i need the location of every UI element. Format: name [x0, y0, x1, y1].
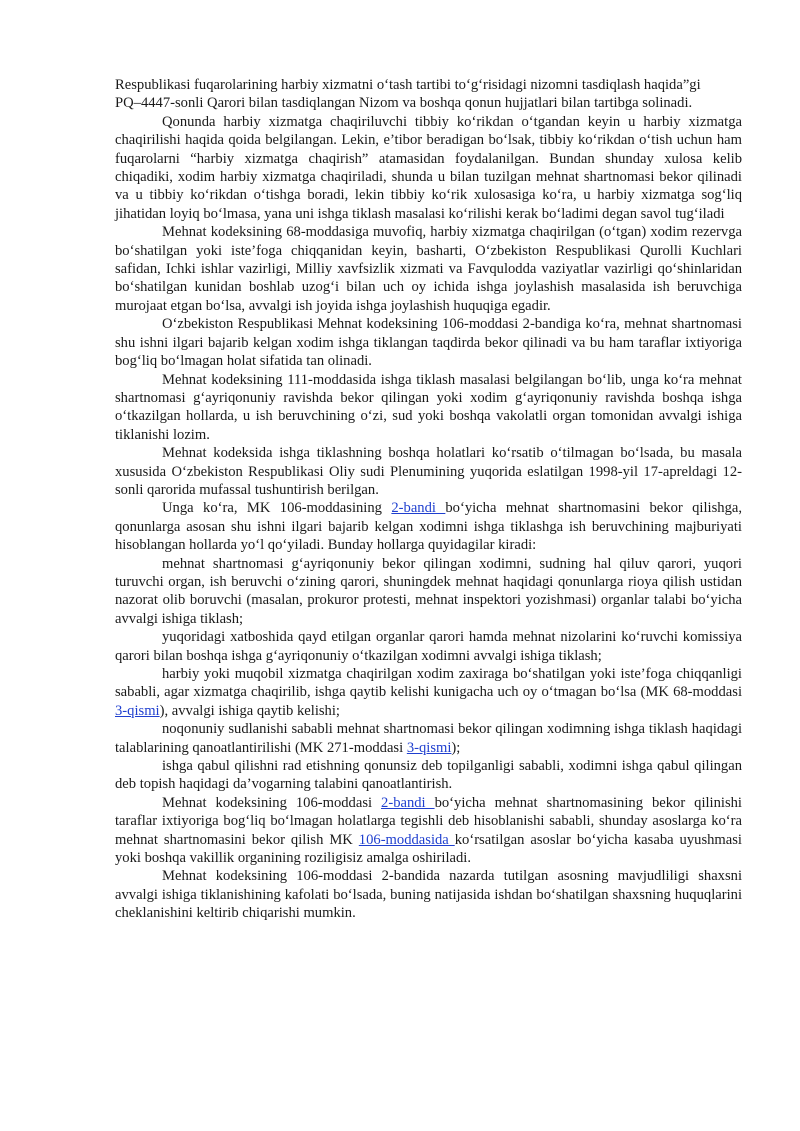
paragraph	[115, 371, 742, 445]
paragraph	[115, 628, 742, 665]
paragraph	[115, 499, 742, 554]
paragraph-text: ko‘rsatilgan asoslar bo‘yicha kasaba uyushmasi yoki boshqa vakillik organining roziligisiz amalga oshiriladi.	[115, 831, 742, 867]
paragraph	[115, 76, 742, 94]
document-body	[115, 76, 742, 923]
law-reference-link[interactable]: 3-qismi	[406, 739, 452, 756]
paragraph	[115, 113, 742, 223]
paragraph-text: bo‘yicha mehnat shartnomasini bekor qilishga, qonunlarga asosan shu ishni ilgari bajarib kelgan xodimni ishga tiklashga ish beruvchining majburiyati hisoblangan hollarda yo‘l qo‘yiladi. Bunday hollarga quyidagilar kiradi:	[115, 500, 742, 554]
paragraph	[115, 665, 742, 720]
paragraph-text: Mehnat kodeksining 106-moddasi 2-bandida nazarda tutilgan asosning mavjudliligi shaxsni avvalgi ishiga tiklanishining kafolati bo‘lsada, buning natijasida ishdan bo‘shatilgan shaxsning huquqlarini cheklanishini keltirib chiqarishi mumkin.	[115, 868, 742, 922]
paragraph-text: Mehnat kodeksida ishga tiklashning boshqa holatlari ko‘rsatib o‘tilmagan bo‘lsada, bu masala xususida O‘zbekiston Respublikasi Oliy sudi Plenumining yuqorida eslatilgan 1998-yil 17-apreldagi 12-sonli qarorida mufassal tushuntirish berilgan.	[115, 445, 742, 498]
paragraph-text: Mehnat kodeksining 106-moddasi	[162, 794, 382, 811]
law-reference-link[interactable]: 2-bandi	[381, 794, 435, 811]
paragraph-text: ishga qabul qilishni rad etishning qonunsiz deb topilganligi sababli, xodimni ishga qabul qilingan deb topish haqidagi da’vogarning talabini qanoatlantirish.	[115, 758, 742, 793]
paragraph-text: harbiy yoki muqobil xizmatga chaqirilgan xodim zaxiraga bo‘shatilgan yoki iste’foga chiqqanligi sababli, agar xizmatga chaqirilib, ishga qaytib kelishi kunigacha uch oy o‘tmagan bo‘lsa (MK 68-moddasi	[115, 666, 742, 701]
paragraph-text: );	[451, 739, 461, 756]
paragraph-text: noqonuniy sudlanishi sababli mehnat shartnomasi bekor qilingan xodimning ishga tiklash haqidagi talablarining qanoatlantirilishi (MK 271-moddasi	[115, 721, 742, 756]
paragraph	[115, 444, 742, 499]
paragraph	[115, 720, 742, 757]
paragraph-text: O‘zbekiston Respublikasi Mehnat kodeksining 106-moddasi 2-bandiga ko‘ra, mehnat shartnomasi shu ishni ilgari bajarib kelgan xodim ishga tiklangan taqdirda bekor qilinadi va bu ham taraflar ixtiyoriga bog‘liq bo‘lmagan holat sifatida tan olinadi.	[115, 316, 742, 370]
paragraph	[115, 223, 742, 315]
paragraph-text: ), avvalgi ishiga qaytib kelishi;	[159, 702, 340, 719]
paragraph-text: Respublikasi fuqarolarining harbiy xizmatni o‘tash tartibi to‘g‘risidagi nizomni tasdiqlash haqida”gi	[115, 77, 701, 93]
paragraph-text: PQ–4447-sonli Qarori bilan tasdiqlangan Nizom va boshqa qonun hujjatlari bilan tartibga solinadi.	[115, 95, 693, 112]
law-reference-link[interactable]: 106-moddasida	[358, 831, 455, 848]
paragraph-text: Unga ko‘ra, MK 106-moddasining	[162, 500, 392, 517]
paragraph-text: Mehnat kodeksining 111-moddasida ishga tiklash masalasi belgilangan bo‘lib, unga ko‘ra mehnat shartnomasi g‘ayriqonuniy ravishda bekor qilingan yoki xodim g‘ayriqonuniy ravishda boshqa ishga o‘tkazilgan hollarda, u ish beruvchining o‘zi, sud yoki boshqa vakolatli organ tomonidan avvalgi ishiga tiklanishi lozim.	[115, 371, 742, 443]
paragraph	[115, 315, 742, 370]
paragraph-text: yuqoridagi xatboshida qayd etilgan organlar qarori hamda mehnat nizolarini ko‘ruvchi komissiya qarori bilan boshqa ishga g‘ayriqonuniy o‘tkazilgan xodimni avvalgi ishiga tiklash;	[115, 629, 742, 664]
paragraph	[115, 555, 742, 629]
law-reference-link[interactable]: 3-qismi	[115, 702, 160, 719]
paragraph-text: mehnat shartnomasi g‘ayriqonuniy bekor qilingan xodimni, sudning hal qiluv qarori, yuqori turuvchi organ, ish beruvchi o‘zining qarori, shuningdek mehnat haqidagi qonunlarga rioya qilish ustidan nazorat olib boruvchi (masalan, prokuror protesti, mehnat inspektori yozishmasi) organlar talabi bo‘yicha avvalgi ishiga tiklash;	[115, 555, 742, 627]
paragraph	[115, 757, 742, 794]
paragraph	[115, 794, 742, 868]
paragraph-text: Mehnat kodeksining 68-moddasiga muvofiq, harbiy xizmatga chaqirilgan (o‘tgan) xodim rezervga bo‘shatilgan yoki iste’foga chiqqanidan keyin, basharti, O‘zbekiston Respublikasi Qurolli Kuchlari safidan, Ichki ishlar vazirligi, Milliy xavfsizlik xizmati va Favqulodda vaziyatlar vazirligi qo‘shinlaridan bo‘shatilgan kunidan boshlab uzog‘i bilan uch oy ichida ishga joylashish masalasida ish beruvchiga murojaat etgan bo‘lsa, avvalgi ish joyida ishga joylashish huquqiga egadir.	[115, 224, 742, 314]
paragraph-text: Qonunda harbiy xizmatga chaqiriluvchi tibbiy ko‘rikdan o‘tgandan keyin u harbiy xizmatga chaqirilishi haqida qoida belgilangan. Lekin, e’tibor beradigan bo‘lsak, tibbiy ko‘rikdan o‘tish uchun ham fuqarolarni “harbiy xizmatga chaqirish” atamasidan foydalanilgan. Bundan shunday xulosa kelib chiqadiki, xodim harbiy xizmatga chaqiriladi, shunda u bilan tuzilgan mehnat shartnomasi bekor qilinadi va u tibbiy ko‘rikdan o‘tishga boradi, lekin tibbiy ko‘rik xulosasiga ko‘ra, u harbiy xizmatga sog‘liq jihatidan loyiq bo‘lmasa, yana uni ishga tiklash masalasi ko‘rilishi kerak bo‘ladimi degan savol tug‘iladi	[115, 113, 742, 222]
paragraph	[115, 867, 742, 922]
paragraph	[115, 94, 742, 112]
law-reference-link[interactable]: 2-bandi	[391, 500, 446, 517]
paragraph-text: bo‘yicha mehnat shartnomasining bekor qilinishi taraflar ixtiyoriga bog‘liq bo‘lmagan holatlarga tegishli deb hisoblanishi sababli, shunday asoslarga ko‘ra mehnat shartnomasini bekor qilish MK	[115, 794, 742, 848]
